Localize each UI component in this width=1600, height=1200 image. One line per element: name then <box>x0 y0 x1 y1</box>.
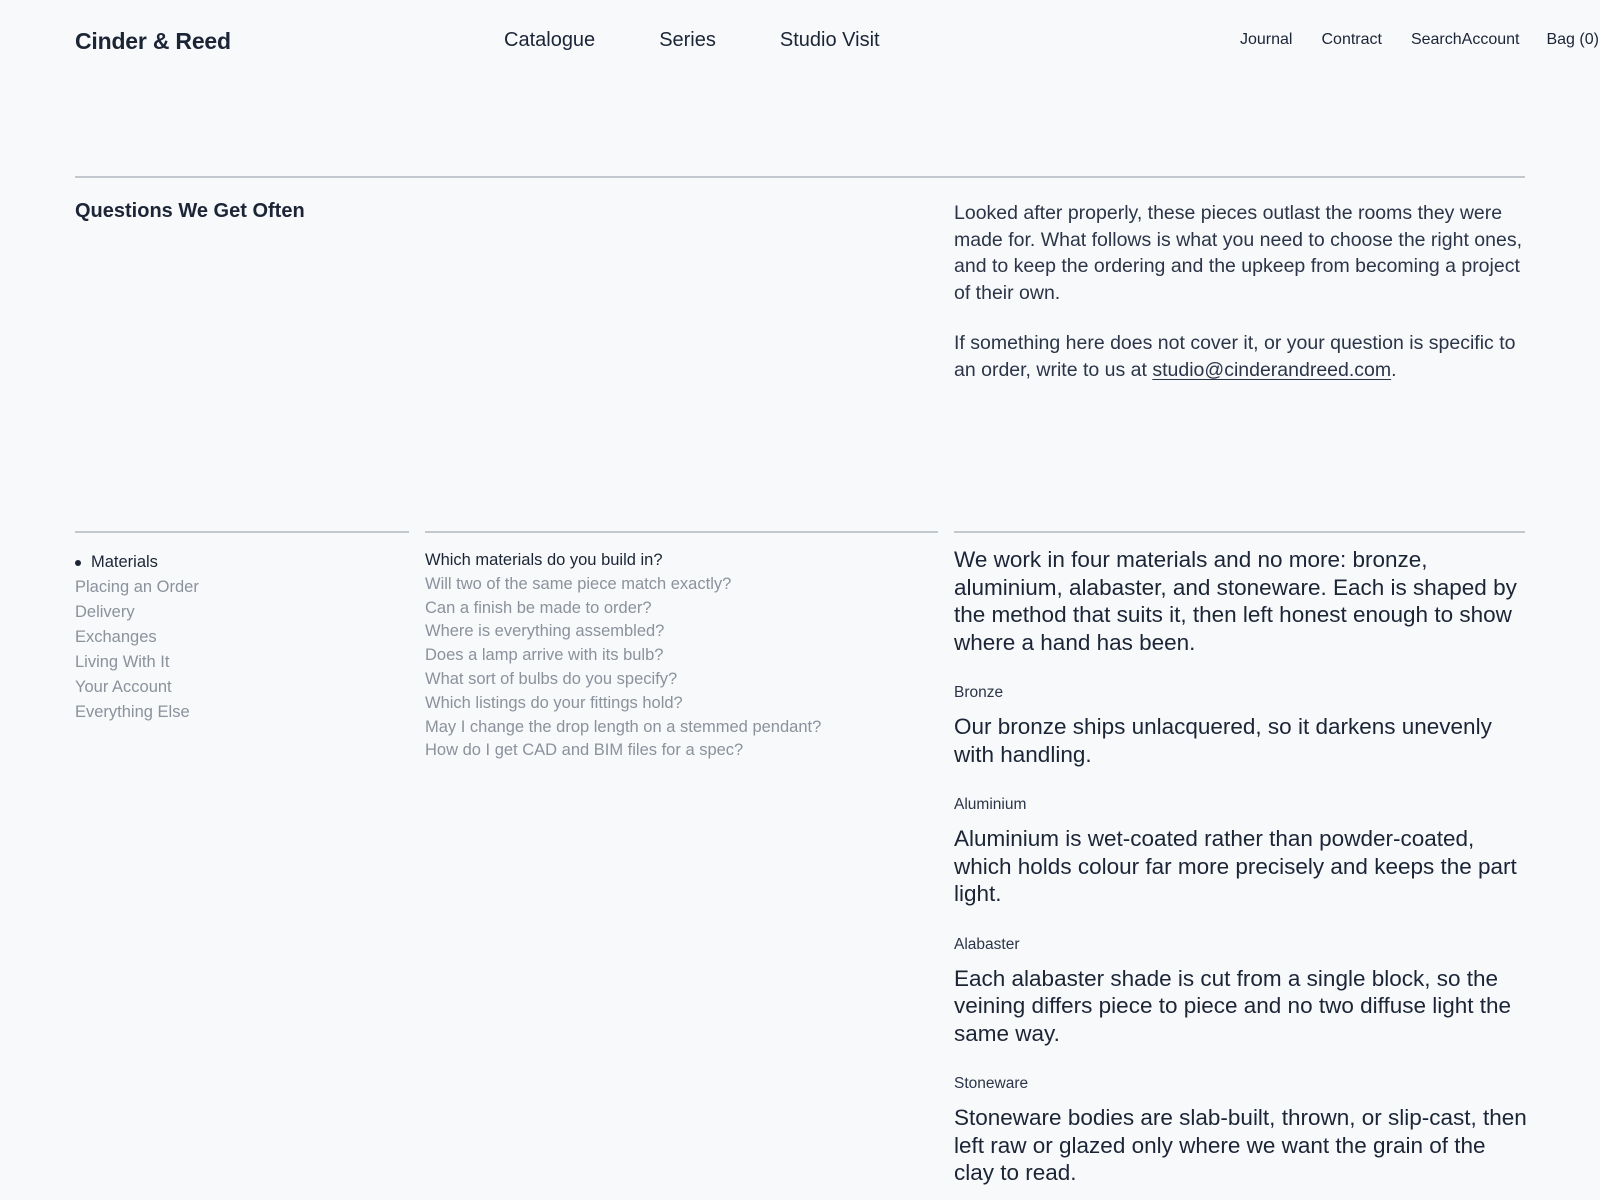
material-stoneware <box>954 1075 1529 1187</box>
site-header <box>0 0 1600 82</box>
category-your-account[interactable]: Your Account <box>75 678 172 696</box>
material-name: Bronze <box>954 684 1004 701</box>
material-name: Stoneware <box>954 1075 1029 1092</box>
contact-paragraph <box>954 330 1524 383</box>
answer-lead: We work in four materials and no more: bronze, aluminium, alabaster, and stoneware. Each is shaped by the method that suits it, then left honest enough to show where a hand has been. <box>954 547 1517 655</box>
brand-logo[interactable]: Cinder & Reed <box>75 28 231 54</box>
material-bronze <box>954 684 1529 768</box>
nav-catalogue[interactable]: Catalogue <box>504 29 596 51</box>
contact-prefix: If something here does not cover it, or your question is specific to an order, write to us at <box>954 332 1516 381</box>
categories-divider <box>75 531 409 533</box>
answer-divider <box>954 531 1525 533</box>
category-materials[interactable]: Materials <box>75 550 199 575</box>
material-name: Aluminium <box>954 796 1027 813</box>
bag-link[interactable]: Bag (0) <box>1546 31 1599 48</box>
utility-nav <box>1240 31 1599 49</box>
intro-text <box>954 200 1524 383</box>
category-list <box>75 550 199 725</box>
question-item[interactable]: What sort of bulbs do you specify? <box>425 669 678 688</box>
nav-studio-visit[interactable]: Studio Visit <box>779 29 880 51</box>
category-placing-an-order[interactable]: Placing an Order <box>75 578 199 596</box>
material-name: Alabaster <box>954 935 1020 953</box>
question-item[interactable]: Does a lamp arrive with its bulb? <box>425 646 664 665</box>
material-description: Stoneware bodies are slab-built, thrown, or slip-cast, then left raw or glazed only where we want the grain of the clay to read. <box>954 1105 1527 1185</box>
nav-journal[interactable]: Journal <box>1240 31 1293 48</box>
search-link[interactable]: Search <box>1410 31 1462 48</box>
material-alabaster <box>954 936 1529 1048</box>
category-delivery[interactable]: Delivery <box>75 603 135 621</box>
contact-suffix: . <box>1391 358 1397 381</box>
category-exchanges[interactable]: Exchanges <box>75 628 157 646</box>
question-item[interactable]: Which listings do your fittings hold? <box>425 693 683 712</box>
main-nav <box>504 29 944 52</box>
intro-divider <box>75 176 1525 178</box>
intro-paragraph: Looked after properly, these pieces outlast the rooms they were made for. What follows is what you need to choose the right ones, and to keep the ordering and the upkeep from becoming a project of their own. <box>954 202 1522 304</box>
page-title: Questions We Get Often <box>75 200 305 222</box>
material-aluminium <box>954 796 1529 908</box>
category-everything-else[interactable]: Everything Else <box>75 703 190 721</box>
question-item[interactable]: May I change the drop length on a stemmed pendant? <box>425 717 822 736</box>
question-list <box>425 549 821 763</box>
nav-series[interactable]: Series <box>659 29 716 51</box>
material-description: Aluminium is wet-coated rather than powder-coated, which holds colour far more precisely and keeps the part light. <box>954 826 1517 906</box>
question-item[interactable]: Will two of the same piece match exactly? <box>425 574 732 593</box>
material-description: Each alabaster shade is cut from a single block, so the veining differs piece to piece and no two diffuse light the same way. <box>954 965 1512 1046</box>
email-link[interactable]: studio@cinderandreed.com <box>1152 358 1392 381</box>
questions-divider <box>425 531 938 533</box>
material-description: Our bronze ships unlacquered, so it darkens unevenly with handling. <box>954 714 1492 767</box>
nav-contract[interactable]: Contract <box>1321 31 1382 48</box>
question-item[interactable]: Which materials do you build in? <box>425 551 663 569</box>
category-living-with-it[interactable]: Living With It <box>75 653 170 671</box>
answer-panel <box>954 546 1529 1187</box>
question-item[interactable]: How do I get CAD and BIM files for a spec? <box>425 741 744 760</box>
question-item[interactable]: Where is everything assembled? <box>425 622 665 641</box>
question-item[interactable]: Can a finish be made to order? <box>425 598 652 617</box>
account-link[interactable]: Account <box>1461 31 1520 48</box>
